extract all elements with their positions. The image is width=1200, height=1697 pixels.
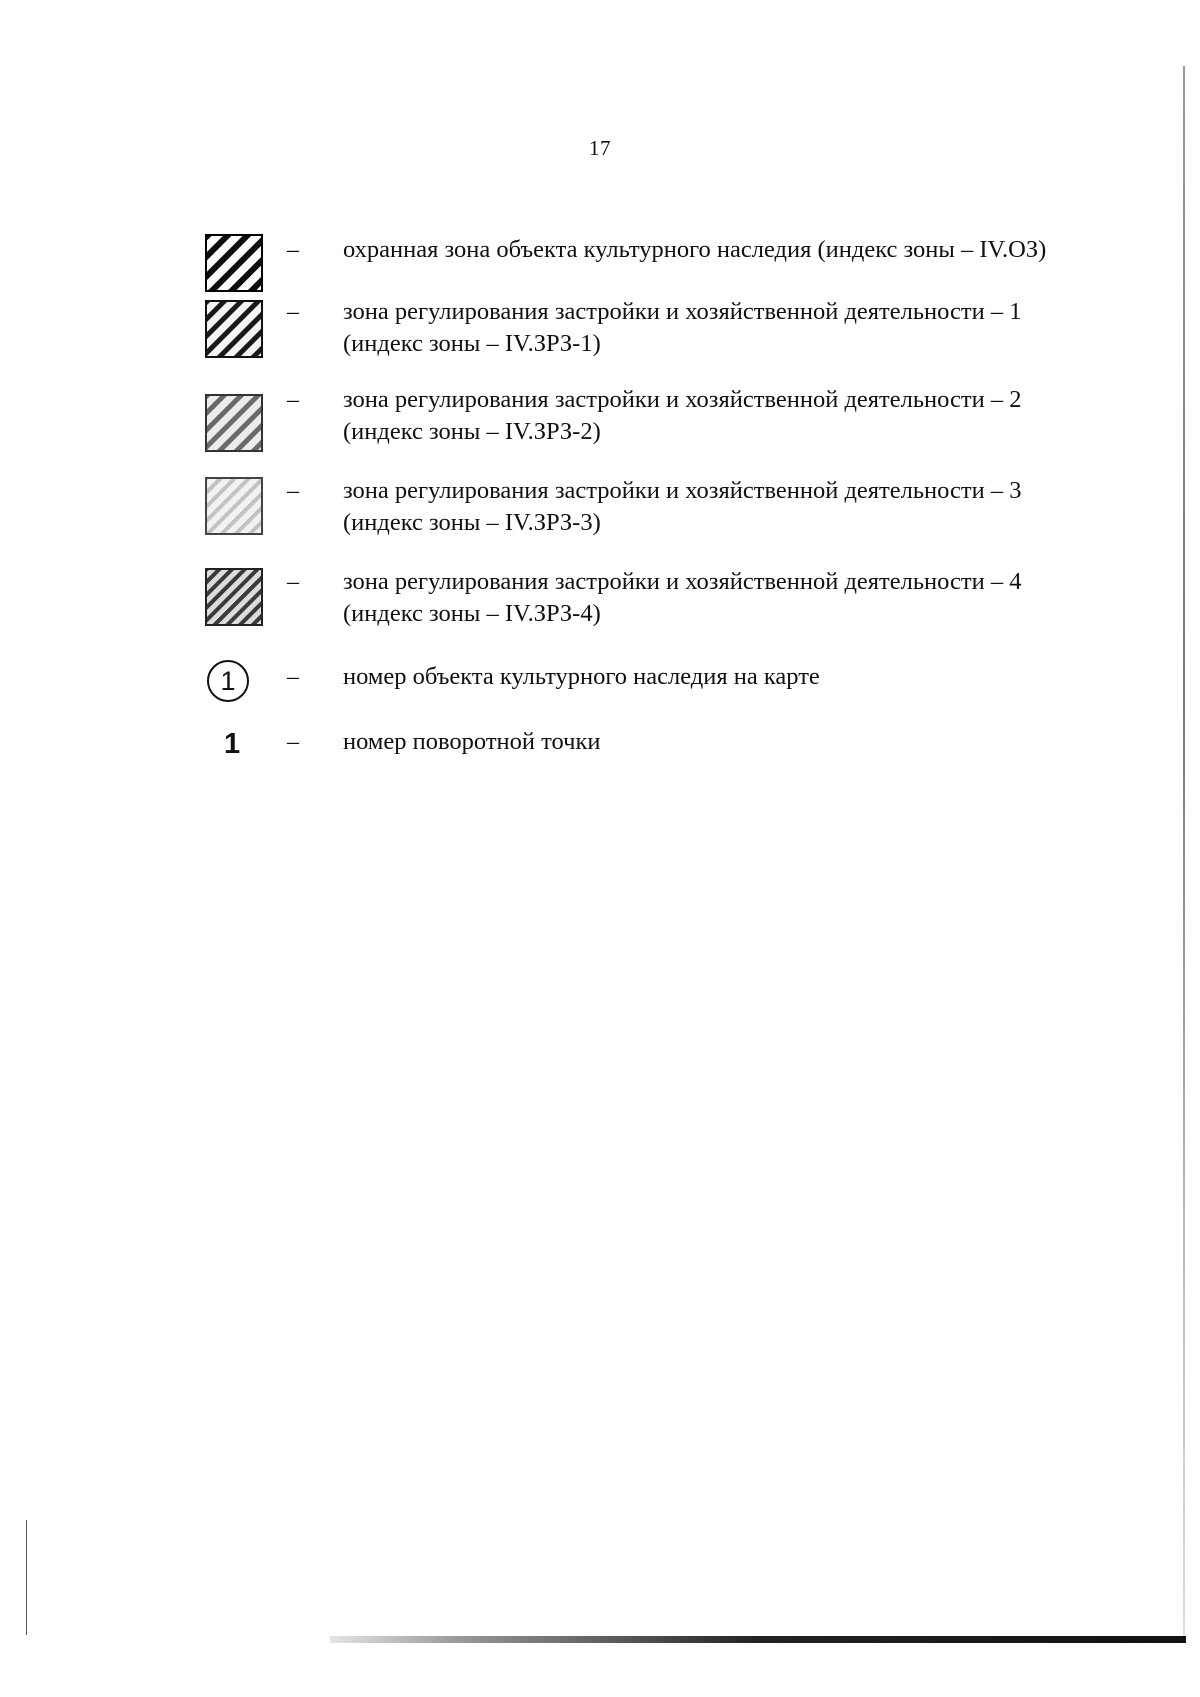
page-number: 17 [589,136,611,160]
legend-dash: – [287,729,299,755]
legend-dash: – [287,237,299,263]
legend-dash: – [287,569,299,595]
hatch-dense-icon [205,568,263,626]
legend-label [343,566,1163,630]
legend-label-line: зона регулирования застройки и хозяйственной деятельности – 1 [343,298,1022,325]
scan-edge-right [1183,66,1185,1636]
legend-label [343,234,1163,266]
legend-label-line: (индекс зоны – IV.ЗРЗ-4) [343,600,601,627]
scan-bottom-edge [330,1636,1186,1643]
hatch-medium-icon [205,394,263,452]
legend-label-line: зона регулирования застройки и хозяйственной деятельности – 2 [343,386,1022,413]
legend-label [343,726,1163,758]
legend-label-line: (индекс зоны – IV.ЗРЗ-2) [343,418,601,445]
legend-label [343,661,1163,693]
legend-label [343,475,1163,539]
legend-dash: – [287,664,299,690]
legend-label-line: номер объекта культурного наследия на карте [343,663,820,690]
legend-label-line: (индекс зоны – IV.ЗРЗ-3) [343,509,601,536]
legend-dash: – [287,387,299,413]
scan-edge-left [26,1520,27,1635]
legend-label-line: зона регулирования застройки и хозяйственной деятельности – 3 [343,477,1022,504]
hatch-medium-dark-icon [205,300,263,358]
legend-label-line: зона регулирования застройки и хозяйственной деятельности – 4 [343,568,1022,595]
legend-label [343,296,1163,360]
hatch-dark-icon [205,234,263,292]
legend-dash: – [287,478,299,504]
legend-label-line: номер поворотной точки [343,728,601,755]
bold-number-icon: 1 [224,728,241,760]
legend-label [343,384,1163,448]
hatch-light-icon [205,477,263,535]
legend-dash: – [287,299,299,325]
circled-number-icon: 1 [207,660,249,702]
legend-label-line: охранная зона объекта культурного наследия (индекс зоны – IV.ОЗ) [343,236,1047,263]
legend-label-line: (индекс зоны – IV.ЗРЗ-1) [343,330,601,357]
